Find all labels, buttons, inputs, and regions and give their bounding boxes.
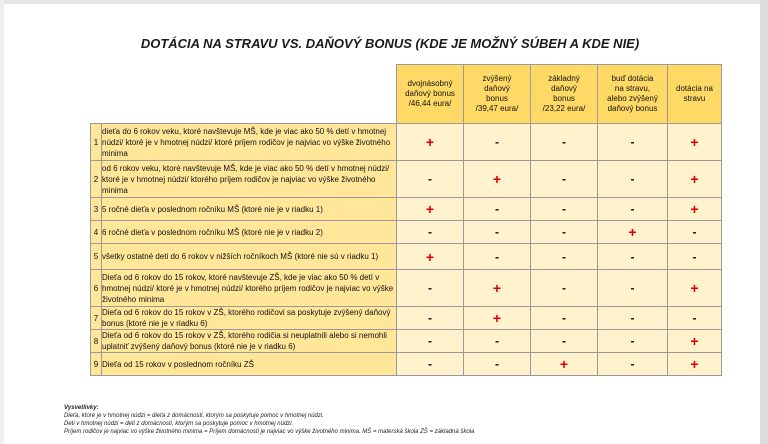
- minus-mark: -: [397, 307, 464, 330]
- table-row: [91, 353, 722, 376]
- minus-mark: -: [531, 124, 598, 161]
- minus-mark: -: [668, 244, 722, 270]
- minus-mark: -: [598, 270, 668, 307]
- minus-mark: -: [598, 353, 668, 376]
- table-row: [91, 307, 722, 330]
- plus-mark: +: [397, 124, 464, 161]
- minus-mark: -: [464, 244, 531, 270]
- header-blank-desc: [102, 65, 397, 124]
- minus-mark: -: [531, 330, 598, 353]
- window-top-edge: [0, 0, 768, 4]
- row-description: všetky ostatné deti do 6 rokov v nižších ročníkoch MŠ (ktoré nie sú v riadku 1): [102, 244, 397, 270]
- table-row: [91, 161, 722, 198]
- row-description: 6 ročné dieťa v poslednom ročníku MŠ (ktoré nie je v riadku 2): [102, 221, 397, 244]
- minus-mark: -: [598, 198, 668, 221]
- plus-mark: +: [464, 270, 531, 307]
- minus-mark: -: [464, 124, 531, 161]
- table-body: [91, 124, 722, 376]
- header-row: [91, 65, 722, 124]
- row-number: 5: [91, 244, 102, 270]
- minus-mark: -: [598, 161, 668, 198]
- minus-mark: -: [397, 330, 464, 353]
- header-either-or: buď dotácia na stravu, alebo zvýšený daňový bonus: [598, 65, 668, 124]
- row-number: 1: [91, 124, 102, 161]
- minus-mark: -: [598, 307, 668, 330]
- minus-mark: -: [397, 161, 464, 198]
- legend-line: Príjem rodičov je najviac vo výške životného minima = Príjem domácnosti je najviac vo výške životného minima. MŠ = materská škola ZŠ = základná škola: [64, 429, 475, 435]
- minus-mark: -: [598, 244, 668, 270]
- row-description: Dieťa od 6 rokov do 15 rokov v ZŠ, ktorého rodičovi sa poskytuje zvýšený daňový bonus (ktoré nie je v riadku 6): [102, 307, 397, 330]
- minus-mark: -: [531, 244, 598, 270]
- window-scrollbar[interactable]: [760, 0, 768, 444]
- plus-mark: +: [397, 198, 464, 221]
- row-number: 7: [91, 307, 102, 330]
- header-double-bonus: dvojnásobný daňový bonus /46,44 eura/: [397, 65, 464, 124]
- row-description: dieťa do 6 rokov veku, ktoré navštevuje MŠ, kde je viac ako 50 % detí v hmotnej núdzi/ ktoré je v hmotnej núdzi/ ktoré príjem rodičov je najviac vo výške životného minima: [102, 124, 397, 161]
- header-food-subsidy: dotácia na stravu: [668, 65, 722, 124]
- row-number: 2: [91, 161, 102, 198]
- minus-mark: -: [668, 221, 722, 244]
- minus-mark: -: [598, 330, 668, 353]
- row-description: 5 ročné dieťa v poslednom ročníku MŠ (ktoré nie je v riadku 1): [102, 198, 397, 221]
- plus-mark: +: [668, 353, 722, 376]
- row-number: 8: [91, 330, 102, 353]
- row-description: Dieťa od 6 rokov do 15 rokov, ktoré navštevuje ZŠ, kde je viac ako 50 % detí v hmotnej núdzi/ ktoré je v hmotnej núdzi/ ktorého príjem rodičov je najviac vo výške životného minima: [102, 270, 397, 307]
- plus-mark: +: [668, 330, 722, 353]
- minus-mark: -: [531, 221, 598, 244]
- legend: [64, 404, 474, 436]
- minus-mark: -: [397, 353, 464, 376]
- table-row: [91, 198, 722, 221]
- table-row: [91, 330, 722, 353]
- row-number: 6: [91, 270, 102, 307]
- table-row: [91, 221, 722, 244]
- minus-mark: -: [464, 353, 531, 376]
- row-number: 3: [91, 198, 102, 221]
- minus-mark: -: [531, 161, 598, 198]
- plus-mark: +: [464, 307, 531, 330]
- plus-mark: +: [598, 221, 668, 244]
- plus-mark: +: [668, 124, 722, 161]
- table-row: [91, 244, 722, 270]
- legend-title: Vysvetlivky:: [64, 405, 99, 411]
- plus-mark: +: [531, 353, 598, 376]
- row-description: Dieťa od 6 rokov do 15 rokov v ZŠ, ktorého rodičia si neuplatnili alebo si nemohli uplatniť zvýšený daňový bonus (ktoré nie je v riadku 6): [102, 330, 397, 353]
- plus-mark: +: [668, 198, 722, 221]
- table-row: [91, 270, 722, 307]
- row-number: 4: [91, 221, 102, 244]
- plus-mark: +: [668, 270, 722, 307]
- row-description: od 6 rokov veku, ktoré navštevuje MŠ, kde je viac ako 50 % detí v hmotnej núdzi/ ktoré je v hmotnej núdzi/ ktorého príjem rodičov je najviac vo výške životného minima: [102, 161, 397, 198]
- minus-mark: -: [598, 124, 668, 161]
- minus-mark: -: [397, 270, 464, 307]
- header-basic-bonus: základný daňový bonus /23,22 eura/: [531, 65, 598, 124]
- minus-mark: -: [668, 307, 722, 330]
- minus-mark: -: [464, 221, 531, 244]
- minus-mark: -: [531, 307, 598, 330]
- header-blank-num: [91, 65, 102, 124]
- minus-mark: -: [531, 270, 598, 307]
- plus-mark: +: [397, 244, 464, 270]
- legend-line: Deti v hmotnej núdzi = deti z domácnosti, ktorým sa poskytuje pomoc v hmotnej núdzi.: [64, 421, 294, 427]
- comparison-table: [90, 64, 722, 376]
- minus-mark: -: [464, 198, 531, 221]
- row-number: 9: [91, 353, 102, 376]
- row-description: Dieťa od 15 rokov v poslednom ročníku ZŠ: [102, 353, 397, 376]
- header-increased-bonus: zvýšený daňový bonus /39,47 eura/: [464, 65, 531, 124]
- document-title: DOTÁCIA NA STRAVU VS. DAŇOVÝ BONUS (KDE JE MOŽNÝ SÚBEH A KDE NIE): [140, 36, 640, 51]
- minus-mark: -: [531, 198, 598, 221]
- minus-mark: -: [397, 221, 464, 244]
- plus-mark: +: [464, 161, 531, 198]
- table-row: [91, 124, 722, 161]
- minus-mark: -: [464, 330, 531, 353]
- plus-mark: +: [668, 161, 722, 198]
- legend-line: Dieťa, ktoré je v hmotnej núdzi = dieťa z domácnosti, ktorým sa poskytuje pomoc v hmotnej núdzi.: [64, 413, 324, 419]
- window-left-edge: [0, 0, 4, 444]
